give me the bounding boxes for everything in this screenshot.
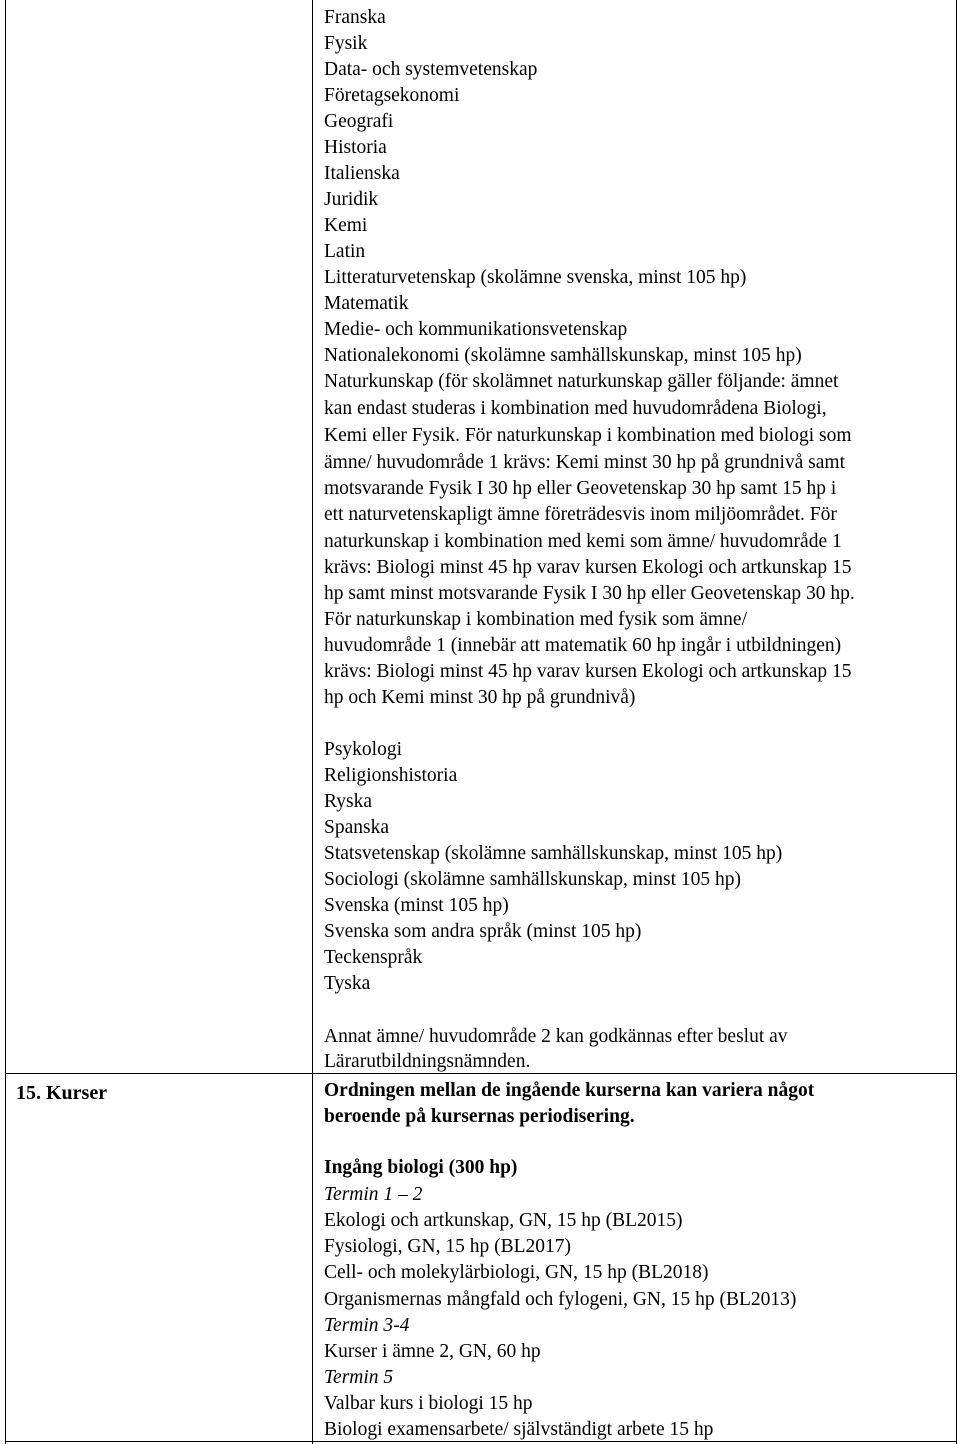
term-label: Termin 3-4 <box>324 1315 410 1336</box>
list-item: Spanska <box>324 817 389 838</box>
note-line: Annat ämne/ huvudområde 2 kan godkännas efter beslut av <box>324 1026 788 1047</box>
paragraph-line: hp samt minst motsvarande Fysik I 30 hp eller Geovetenskap 30 hp. <box>324 583 855 604</box>
list-item: Svenska (minst 105 hp) <box>324 895 509 916</box>
paragraph-line: kan endast studeras i kombination med huvudområdena Biologi, <box>324 398 827 419</box>
list-item: Ryska <box>324 791 372 812</box>
table-left-border <box>5 0 6 1444</box>
term-label: Termin 5 <box>324 1367 394 1388</box>
bold-note-line: Ordningen mellan de ingående kurserna kan variera något <box>324 1080 815 1101</box>
list-item: Företagsekonomi <box>324 85 460 106</box>
term-label: Termin 1 – 2 <box>324 1184 423 1205</box>
list-item: Medie- och kommunikationsvetenskap <box>324 319 628 340</box>
list-item: Historia <box>324 137 387 158</box>
paragraph-line: Kemi eller Fysik. För naturkunskap i kombination med biologi som <box>324 425 852 446</box>
note-line: Lärarutbildningsnämnden. <box>324 1051 531 1072</box>
paragraph-line: För naturkunskap i kombination med fysik som ämne/ <box>324 609 747 630</box>
paragraph-line: hp och Kemi minst 30 hp på grundnivå) <box>324 687 636 708</box>
course-item: Valbar kurs i biologi 15 hp <box>324 1393 533 1414</box>
paragraph-line: motsvarande Fysik I 30 hp eller Geovetenskap 30 hp samt 15 hp i <box>324 478 837 499</box>
paragraph-line: ämne/ huvudområde 1 krävs: Kemi minst 30 hp på grundnivå samt <box>324 452 845 473</box>
course-item: Biologi examensarbete/ självständigt arbete 15 hp <box>324 1419 714 1440</box>
list-item: Franska <box>324 7 386 28</box>
bold-note-line: beroende på kursernas periodisering. <box>324 1106 635 1127</box>
list-item: Fysik <box>324 33 368 54</box>
paragraph-line: huvudområde 1 (innebär att matematik 60 hp ingår i utbildningen) <box>324 635 842 656</box>
paragraph-line: naturkunskap i kombination med kemi som ämne/ huvudområde 1 <box>324 531 842 552</box>
course-item: Cell- och molekylärbiologi, GN, 15 hp (BL2018) <box>324 1262 709 1283</box>
list-item: Teckenspråk <box>324 947 423 968</box>
course-item: Kurser i ämne 2, GN, 60 hp <box>324 1341 541 1362</box>
list-item: Sociologi (skolämne samhällskunskap, minst 105 hp) <box>324 869 742 890</box>
list-item: Data- och systemvetenskap <box>324 59 538 80</box>
list-item: Religionshistoria <box>324 765 458 786</box>
list-item: Matematik <box>324 293 409 314</box>
table-right-border <box>956 0 957 1444</box>
list-item: Nationalekonomi (skolämne samhällskunskap, minst 105 hp) <box>324 345 802 366</box>
course-item: Organismernas mångfald och fylogeni, GN, 15 hp (BL2013) <box>324 1289 797 1310</box>
list-item: Geografi <box>324 111 394 132</box>
list-item: Italienska <box>324 163 400 184</box>
course-heading: Ingång biologi (300 hp) <box>324 1157 518 1178</box>
course-item: Fysiologi, GN, 15 hp (BL2017) <box>324 1236 572 1257</box>
list-item: Kemi <box>324 215 368 236</box>
course-item: Ekologi och artkunskap, GN, 15 hp (BL2015) <box>324 1210 683 1231</box>
paragraph-line: krävs: Biologi minst 45 hp varav kursen Ekologi och artkunskap 15 <box>324 661 852 682</box>
list-item: Juridik <box>324 189 379 210</box>
list-item: Latin <box>324 241 366 262</box>
paragraph-line: ett naturvetenskapligt ämne företrädesvis inom miljöområdet. För <box>324 504 837 525</box>
list-item: Statsvetenskap (skolämne samhällskunskap, minst 105 hp) <box>324 843 783 864</box>
list-item: Litteraturvetenskap (skolämne svenska, minst 105 hp) <box>324 267 747 288</box>
list-item: Svenska som andra språk (minst 105 hp) <box>324 921 642 942</box>
paragraph-line: Naturkunskap (för skolämnet naturkunskap gäller följande: ämnet <box>324 371 839 392</box>
list-item: Tyska <box>324 973 371 994</box>
list-item: Psykologi <box>324 739 403 760</box>
section-label-kurser: 15. Kurser <box>16 1082 108 1104</box>
paragraph-line: krävs: Biologi minst 45 hp varav kursen Ekologi och artkunskap 15 <box>324 557 852 578</box>
table-column-divider <box>312 0 313 1444</box>
